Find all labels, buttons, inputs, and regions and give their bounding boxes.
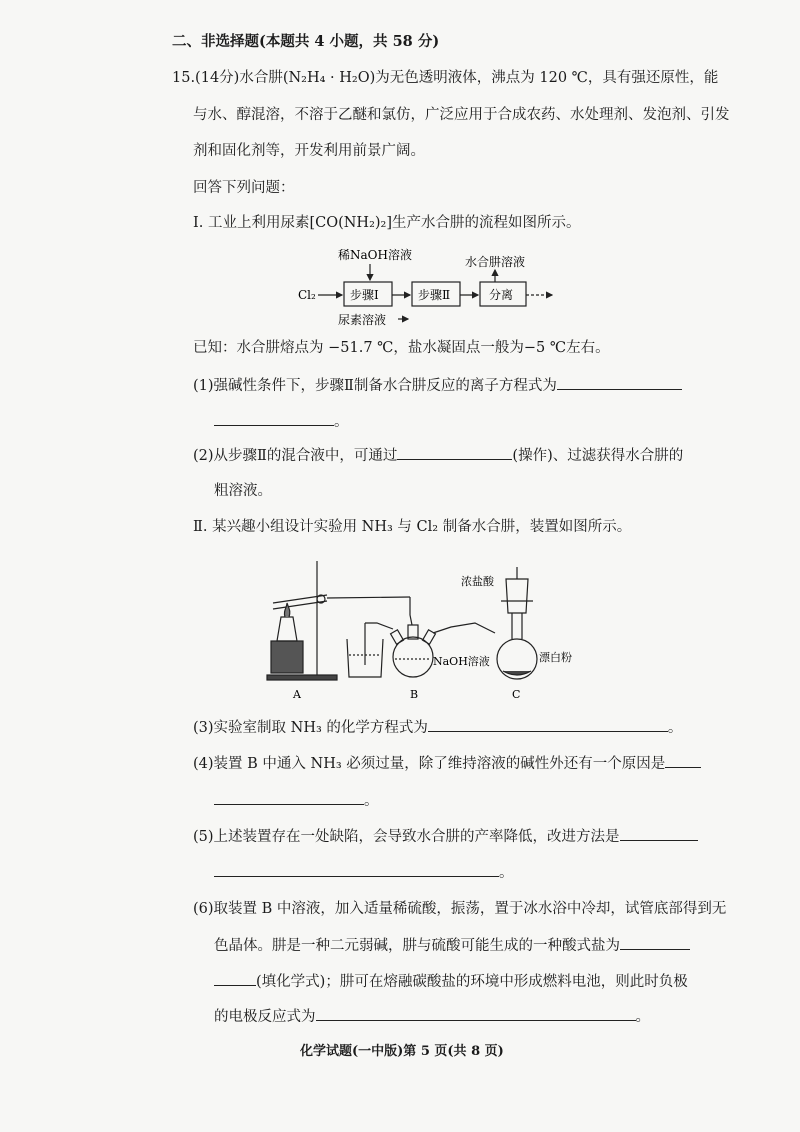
q5-line [193,826,698,847]
flow-step1-label: 步骤Ⅰ [350,288,379,302]
q1-text: (1)强碱性条件下，步骤Ⅱ制备水合肼反应的离子方程式为 [193,378,557,394]
label-a: A [293,688,301,701]
flow-urea-label: 尿素溶液 [338,313,387,327]
q2-answer-blank[interactable] [397,445,512,460]
label-naoh: NaOH溶液 [433,655,490,668]
q6-line4: 的电极反应式为 。 [214,1006,650,1027]
label-b: B [410,688,419,701]
q3-text: (3)实验室制取 NH₃ 的化学方程式为 [193,720,428,736]
q5-text: (5)上述装置存在一处缺陷，会导致水合肼的产率降低，改进方法是 [193,829,620,845]
section-header: 二、非选择题(本题共 4 小题，共 58 分) [172,33,440,50]
flow-cl2-label: Cl₂ [298,288,316,302]
answer-prompt: 回答下列问题： [193,180,295,196]
q6-answer-blank-2[interactable] [214,971,256,986]
q5-answer-blank-1[interactable] [620,826,698,841]
label-hcl: 浓盐酸 [461,575,494,588]
q2-text-a: (2)从步骤Ⅱ的混合液中，可通过 [193,448,398,464]
q1-line [193,375,682,396]
apparatus-c [497,567,537,679]
q6-text-4: 的电极反应式为 [214,1009,316,1025]
q6-answer-blank-1[interactable] [620,935,690,950]
beaker [347,623,393,677]
q6-line3 [214,971,688,992]
q3-answer-blank[interactable] [428,717,668,732]
flow-naoh-label: 稀NaOH溶液 [338,248,412,262]
q1-answer-blank-2[interactable] [214,411,334,426]
q15-intro-line2: 与水、醇混溶，不溶于乙醚和氯仿，广泛应用于合成农药、水处理剂、发泡剂、引发 [193,107,730,123]
known-info: 已知：水合肼熔点为 −51.7 ℃，盐水凝固点一般为−5 ℃左右。 [193,340,610,356]
apparatus-b [391,623,495,677]
q4-line2: 。 [214,790,379,811]
label-bleach: 漂白粉 [539,651,572,664]
q1-answer-blank-1[interactable] [557,375,682,390]
apparatus-a [267,561,410,680]
q6-text-2: 色晶体。肼是一种二元弱碱，肼与硫酸可能生成的一种酸式盐为 [214,938,620,954]
q1-line2: 。 [214,411,349,432]
q6-line2 [214,935,690,956]
part2-title: Ⅱ. 某兴趣小组设计实验用 NH₃ 与 Cl₂ 制备水合肼，装置如图所示。 [193,519,632,535]
flow-product-label: 水合肼溶液 [465,255,526,269]
part1-title: Ⅰ. 工业上利用尿素[CO(NH₂)₂]生产水合肼的流程如图所示。 [193,215,581,231]
q4-text: (4)装置 B 中通入 NH₃ 必须过量，除了维持溶液的碱性外还有一个原因是 [193,756,666,772]
q4-line [193,753,701,774]
q15-intro-line1: 15.(14分)水合肼(N₂H₄ · H₂O)为无色透明液体，沸点为 120 ℃，具有强还原性，能 [172,70,719,86]
q5-line2: 。 [214,862,514,883]
q4-answer-blank-2[interactable] [214,790,364,805]
q6-line1: (6)取装置 B 中溶液，加入适量稀硫酸，振荡，置于冰水浴中冷却，试管底部得到无 [193,901,727,917]
apparatus-diagram [265,553,572,705]
q6-text-3: (填化学式)；肼可在熔融碳酸盐的环境中形成燃料电池，则此时负极 [256,974,688,990]
q4-answer-blank-1[interactable] [665,753,701,768]
q15-intro-line3: 剂和固化剂等，开发利用前景广阔。 [193,143,425,159]
process-flow-diagram [290,242,560,332]
page-footer: 化学试题(一中版)第 5 页(共 8 页) [300,1044,504,1059]
flow-step2-label: 步骤Ⅱ [418,288,451,302]
q5-answer-blank-2[interactable] [214,862,499,877]
q2-text-b: (操作)、过滤获得水合肼的 [512,448,684,464]
q2-line [193,445,683,466]
q3-line: (3)实验室制取 NH₃ 的化学方程式为 。 [193,717,682,738]
flow-separate-label: 分离 [489,288,514,302]
label-c: C [512,688,521,701]
q2-text-c: 粗溶液。 [214,483,272,499]
q6-answer-blank-3[interactable] [316,1006,636,1021]
